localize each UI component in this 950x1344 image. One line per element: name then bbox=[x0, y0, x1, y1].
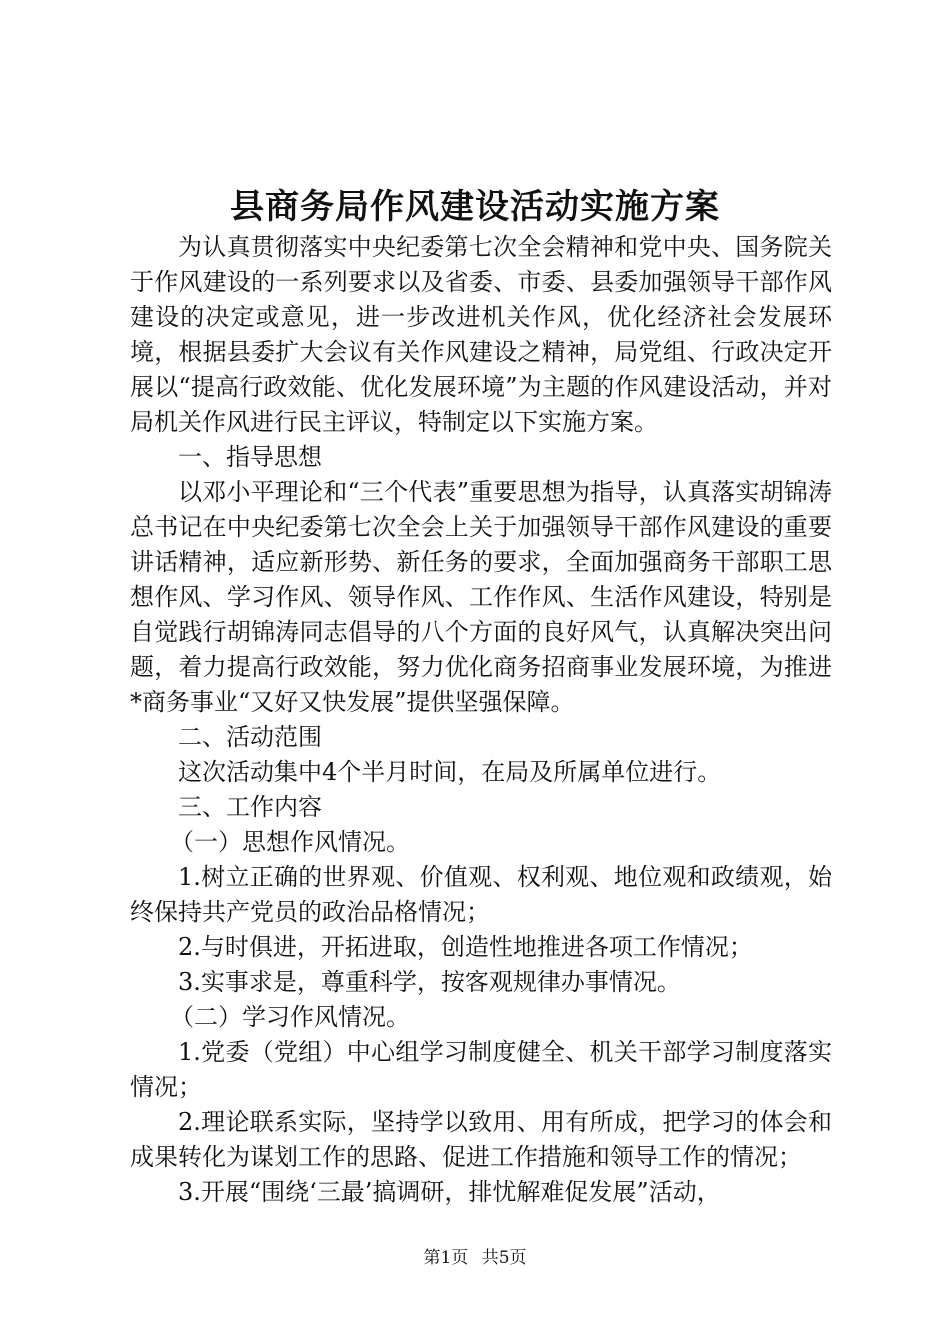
section-heading-activity-scope: 二、活动范围 bbox=[178, 723, 322, 751]
section-body-guiding-ideology: 以邓小平理论和“三个代表”重要思想为指导，认真落实胡锦涛总书记在中央纪委第七次全会上关于加强领导干部作风建设的重要讲话精神，适应新形势、新任务的要求，全面加强商务干部职工思想作风、学习作风、领导作风、工作作风、生活作风建设，特别是自觉践行胡锦涛同志倡导的八个方面的良好风气，认真解决突出问题，着力提高行政效能，努力优化商务招商事业发展环境，为推进*商务事业“又好又快发展”提供坚强保障。 bbox=[130, 478, 832, 716]
list-item: 3.开展“围绕‘三最’搞调研，排忧解难促发展”活动， bbox=[178, 1178, 721, 1206]
page-total: 共5页 bbox=[481, 1248, 527, 1268]
document-title: 县商务局作风建设活动实施方案 bbox=[230, 187, 720, 227]
list-item: 2.与时俱进，开拓进取，创造性地推进各项工作情况； bbox=[178, 933, 753, 961]
subsection-heading-thought-style: （一）思想作风情况。 bbox=[170, 828, 410, 856]
list-item: 1.党委（党组）中心组学习制度健全、机关干部学习制度落实情况； bbox=[130, 1038, 832, 1101]
list-item: 2.理论联系实际，坚持学以致用、用有所成，把学习的体会和成果转化为谋划工作的思路、促进工作措施和领导工作的情况； bbox=[130, 1108, 832, 1171]
intro-paragraph: 为认真贯彻落实中央纪委第七次全会精神和党中央、国务院关于作风建设的一系列要求以及省委、市委、县委加强领导干部作风建设的决定或意见，进一步改进机关作风，优化经济社会发展环境，根据县委扩大会议有关作风建设之精神，局党组、行政决定开展以“提高行政效能、优化发展环境”为主题的作风建设活动，并对局机关作风进行民主评议，特制定以下实施方案。 bbox=[130, 233, 832, 436]
page-number: 第1页 bbox=[423, 1248, 469, 1268]
section-heading-work-content: 三、工作内容 bbox=[178, 793, 322, 821]
list-item: 3.实事求是，尊重科学，按客观规律办事情况。 bbox=[178, 968, 681, 996]
subsection-heading-study-style: （二）学习作风情况。 bbox=[170, 1003, 410, 1031]
list-item: 1.树立正确的世界观、价值观、权利观、地位观和政绩观，始终保持共产党员的政治品格情况； bbox=[130, 863, 832, 926]
page-footer bbox=[0, 1246, 950, 1270]
section-body-activity-scope: 这次活动集中4个半月时间，在局及所属单位进行。 bbox=[178, 758, 722, 786]
section-heading-guiding-ideology: 一、指导思想 bbox=[178, 443, 322, 471]
document-body bbox=[130, 230, 832, 1210]
